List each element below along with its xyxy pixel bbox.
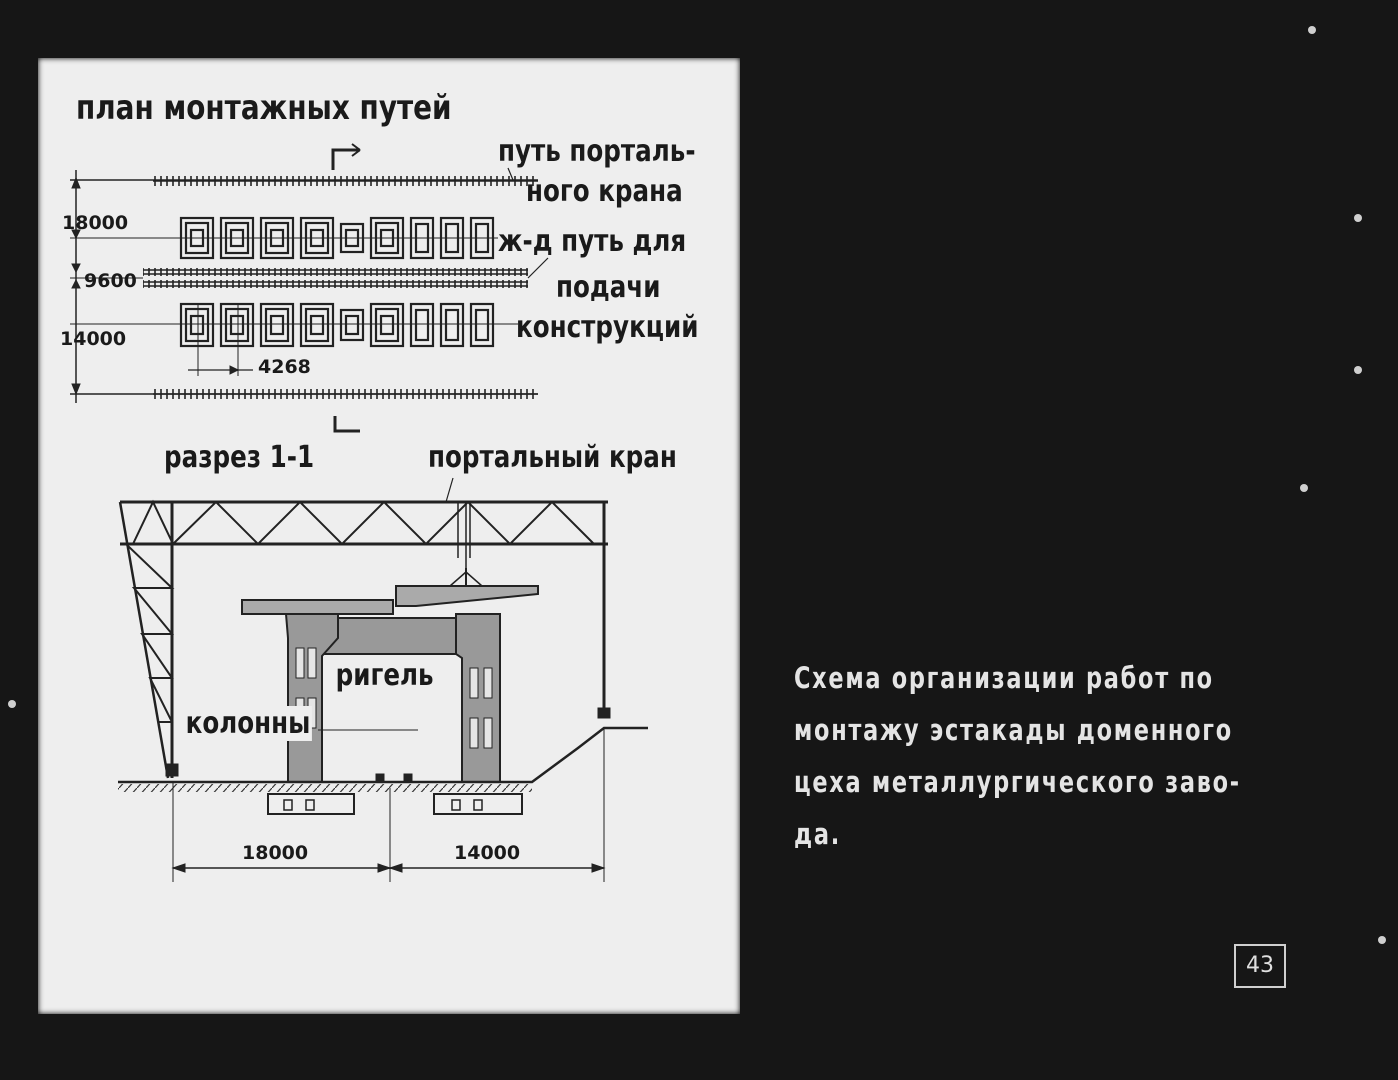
diagram-panel — [38, 58, 740, 1014]
slide-caption — [794, 652, 1241, 860]
caption-line-4: да. — [794, 817, 841, 851]
plan-dimension-9600: 9600 — [84, 270, 137, 292]
rail-track-label-line3: конструкций — [516, 310, 699, 345]
caption-line-2: монтажу эстакады доменного — [794, 713, 1233, 747]
section-title: разрез 1-1 — [164, 440, 315, 475]
film-dust — [1354, 366, 1362, 374]
rail-track-label-line1: ж-д путь для — [498, 224, 687, 259]
section-dimension-left: 18000 — [242, 842, 309, 864]
plan-drawing — [70, 144, 548, 431]
page-number: 43 — [1234, 944, 1286, 988]
film-dust — [1354, 214, 1362, 222]
plan-dimension-14000: 14000 — [60, 328, 127, 350]
film-dust — [8, 700, 16, 708]
section-dimension-right: 14000 — [454, 842, 521, 864]
plan-title: план монтажных путей — [76, 88, 452, 128]
plan-dimension-4268: 4268 — [258, 356, 311, 378]
portal-track-label-line1: путь порталь- — [498, 134, 696, 169]
caption-line-3: цеха металлургического заво- — [794, 765, 1241, 799]
portal-track-label-line2: ного крана — [526, 174, 683, 209]
caption-line-1: Схема организации работ по — [794, 661, 1214, 695]
film-dust — [1308, 26, 1316, 34]
rail-track-label-line2: подачи — [556, 270, 661, 305]
beam-label: ригель — [335, 658, 434, 693]
portal-crane-label: портальный кран — [428, 440, 677, 475]
plan-dimension-18000: 18000 — [62, 212, 129, 234]
columns-label: колонны — [185, 706, 311, 741]
film-dust — [1378, 936, 1386, 944]
film-dust — [1300, 484, 1308, 492]
